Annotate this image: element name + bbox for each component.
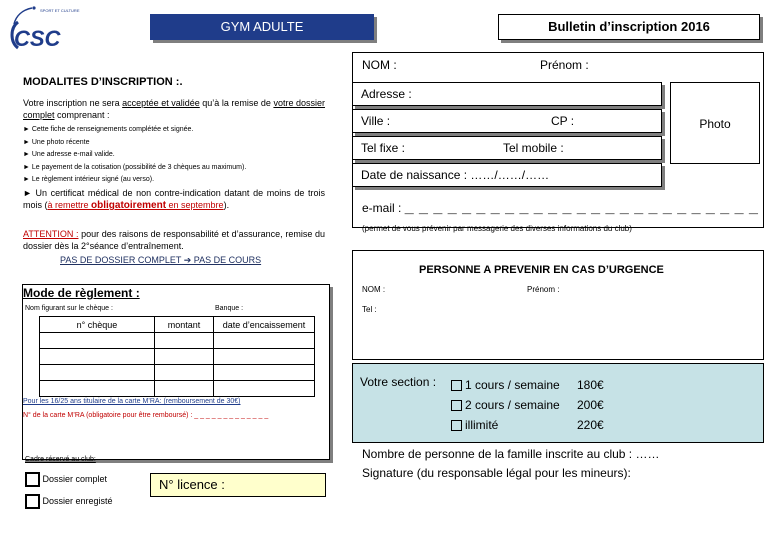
- intro-text: Votre inscription ne sera: [23, 98, 123, 108]
- checkbox-icon[interactable]: [451, 420, 462, 431]
- section-prices: [577, 375, 604, 435]
- urgence-nom[interactable]: NOM :: [362, 285, 386, 294]
- reglement-title: Mode de règlement :: [23, 286, 140, 300]
- list-item: ► Une adresse e-mail valide.: [23, 151, 115, 158]
- pas-de-dossier: PAS DE DOSSIER COMPLET ➔ PAS DE COURS: [60, 255, 262, 265]
- list-item: ► Le payement de la cotisation (possibilité de 3 chèques au maximum).: [23, 163, 247, 171]
- section-option[interactable]: illimité: [451, 415, 560, 435]
- dossier-enregistre[interactable]: Dossier enregisté: [25, 494, 113, 509]
- gym-adulte-title: GYM ADULTE: [220, 19, 304, 34]
- logo-text: CSC: [14, 26, 61, 51]
- table-row[interactable]: [40, 381, 315, 397]
- col-date: date d’encaissement: [214, 317, 315, 333]
- dossier-complet[interactable]: Dossier complet: [25, 472, 107, 487]
- modalites-title: MODALITES D’INSCRIPTION :.: [23, 76, 183, 88]
- urgence-prenom[interactable]: Prénom :: [527, 285, 560, 294]
- section-option[interactable]: 2 cours / semaine: [451, 395, 560, 415]
- naissance-field[interactable]: [352, 163, 662, 187]
- mra-text: Pour les 16/25 ans titulaire de la carte M’RA: (remboursement de 30€): [23, 398, 241, 405]
- price-2: 200€: [577, 398, 604, 412]
- cheque-table: [39, 316, 315, 397]
- section-option[interactable]: 1 cours / semaine: [451, 375, 560, 395]
- tel-mobile-label: Tel mobile :: [503, 141, 564, 155]
- table-row[interactable]: [40, 349, 315, 365]
- banque-label: Banque :: [215, 305, 244, 312]
- tel-fixe-label: Tel fixe :: [361, 141, 406, 155]
- list-item: ► Une photo récente: [23, 138, 90, 146]
- section-label: Votre section :: [360, 375, 437, 389]
- photo-box[interactable]: [670, 82, 760, 164]
- modalites-list: [23, 124, 246, 187]
- gym-adulte-banner: [150, 14, 374, 40]
- table-row[interactable]: [40, 333, 315, 349]
- col-montant: montant: [155, 317, 214, 333]
- intro-accepted: acceptée et validée: [122, 98, 200, 108]
- email-label: e-mail :: [362, 201, 402, 215]
- nom-cheque-label: Nom figurant sur le chèque :: [25, 305, 113, 312]
- bulletin-banner: [498, 14, 760, 40]
- signature[interactable]: Signature (du responsable légal pour les mineurs):: [362, 466, 631, 480]
- bulletin-title: Bulletin d’inscription 2016: [548, 19, 710, 34]
- modalites-intro: [23, 97, 325, 121]
- checkbox-icon[interactable]: [25, 472, 40, 487]
- licence-field[interactable]: [150, 473, 326, 497]
- price-1: 180€: [577, 378, 604, 392]
- checkbox-icon[interactable]: [25, 494, 40, 509]
- intro-dossier: votre dossier complet: [23, 98, 325, 120]
- list-item: ► Le règlement intérieur signé (au verso).: [23, 176, 155, 183]
- email-line: _ _ _ _ _ _ _ _ _ _ _ _ _ _ _ _ _ _ _ _ _ _ _ _ _: [404, 199, 759, 216]
- club-logo: [4, 2, 94, 54]
- email-field[interactable]: [362, 199, 758, 217]
- nom-label: NOM :: [362, 58, 397, 72]
- checkbox-icon[interactable]: [451, 380, 462, 391]
- intro-comprenant: comprenant :: [54, 110, 110, 120]
- naissance-label: Date de naissance : ……/……/……: [361, 168, 550, 182]
- ville-label: Ville :: [361, 114, 391, 128]
- urgence-title: PERSONNE A PREVENIR EN CAS D’URGENCE: [419, 264, 664, 276]
- cadre-title: Cadre réservé au club:: [25, 456, 96, 463]
- table-header: [40, 317, 315, 333]
- prenom-label: Prénom :: [540, 58, 589, 72]
- adresse-label: Adresse :: [361, 87, 412, 101]
- logo-subtext: SPORT ET CULTURE: [40, 8, 80, 13]
- col-cheque: n° chèque: [40, 317, 155, 333]
- attention-text: ATTENTION : pour des raisons de responsabilité et d’assurance, remise du dossier dès la 2°séance d’entraînement.: [23, 229, 325, 251]
- list-item: ► Cette fiche de renseignements complétée et signée.: [23, 126, 194, 133]
- licence-label: N° licence :: [159, 477, 225, 492]
- ville-field[interactable]: [352, 109, 662, 133]
- cp-label: CP :: [551, 114, 575, 128]
- section-options: [451, 375, 560, 435]
- nombre-famille[interactable]: Nombre de personne de la famille inscrite au club : ……: [362, 447, 660, 461]
- email-note: (permet de vous prévenir par messagerie des diverses informations du club): [362, 224, 632, 233]
- adresse-field[interactable]: [352, 82, 662, 106]
- photo-label: Photo: [699, 117, 731, 131]
- table-row[interactable]: [40, 365, 315, 381]
- price-3: 220€: [577, 418, 604, 432]
- urgence-tel[interactable]: Tel :: [362, 305, 377, 314]
- intro-text-2: qu’à la remise de: [199, 98, 274, 108]
- certificat-text: ► Un certificat médical de non contre-indication datant de moins de trois mois (à remettre obligatoirement en septembre).: [23, 188, 325, 211]
- mra-card-field[interactable]: N° de la carte M’RA (obligatoire pour être remboursé) : _ _ _ _ _ _ _ _ _ _ _ _ _: [23, 412, 269, 419]
- checkbox-icon[interactable]: [451, 400, 462, 411]
- tel-field[interactable]: [352, 136, 662, 160]
- attention-label: ATTENTION :: [23, 229, 79, 239]
